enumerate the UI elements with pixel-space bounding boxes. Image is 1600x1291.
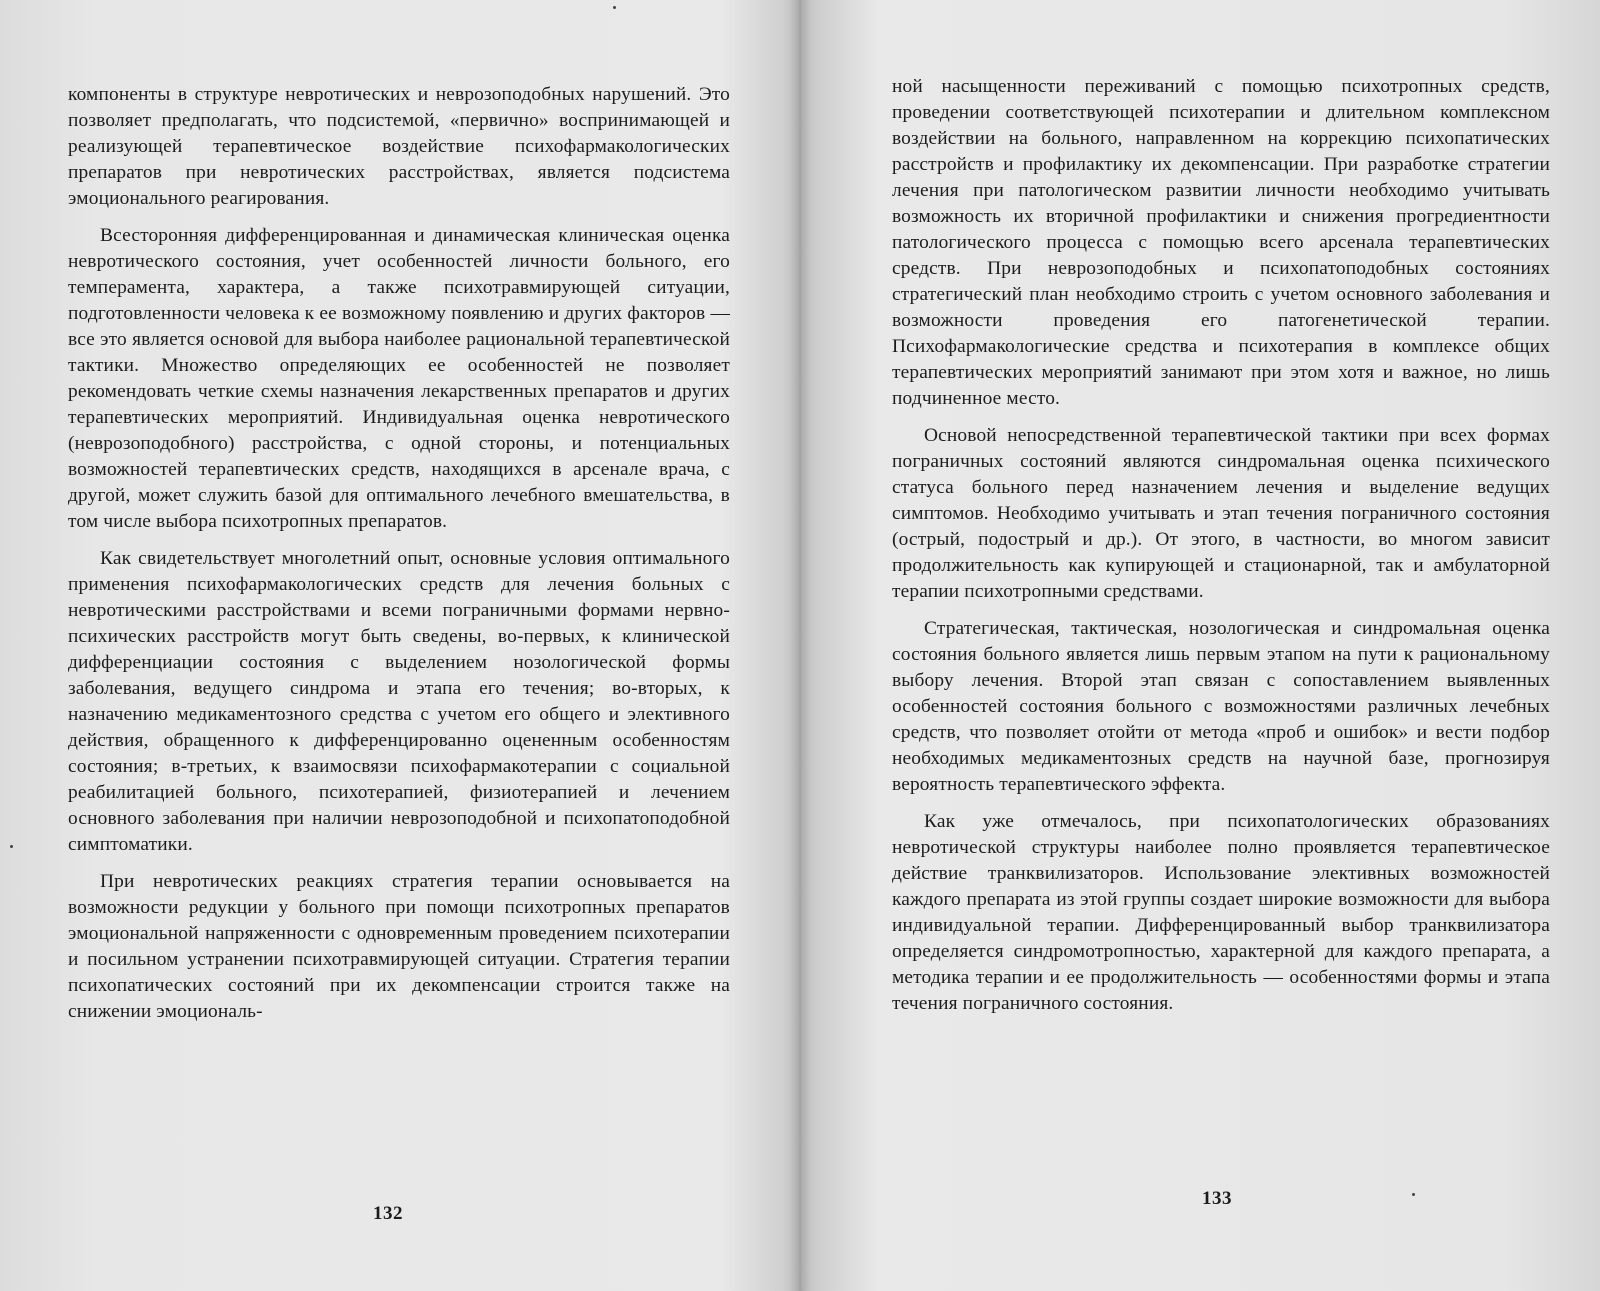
page-number: 133 (1202, 1188, 1232, 1209)
paragraph: Как уже отмечалось, при психопатологических образованиях невротической структуры наиболее полно проявляется терапевтическое действие транквилизаторов. Использование элективных возможностей каждого препарата из этой группы создает широкие возможности для выбора индивидуальной терапии. Дифференцированный выбор транквилизатора определяется синдромотропностью, характерной для каждого препарата, а методика терапии и ее продолжительность — особенностями формы и этапа течения пограничного состояния. (892, 811, 1550, 1014)
left-page (0, 0, 795, 1291)
scan-speck (613, 6, 616, 9)
page-number: 132 (373, 1203, 403, 1224)
paragraph: Как свидетельствует многолетний опыт, основные условия оптимального применения психофармакологических средств для лечения больных с невротическими расстройствами и всеми пограничными формами нервно-психических расстройств могут быть сведены, во-первых, к клинической дифференциации состояния с выделением нозологической формы заболевания, ведущего синдрома и этапа его течения; во-вторых, к назначению медикаментозного средства с учетом его общего и элективного действия, обращенного к дифференцированно оцененным особенностям состояния; в-третьих, к взаимосвязи психофармакотерапии с социальной реабилитацией больного, психотерапией, физиотерапией и лечением основного заболевания при наличии неврозоподобной и психопатоподобной симптоматики. (68, 548, 730, 855)
paragraph: Всесторонняя дифференцированная и динамическая клиническая оценка невротического состояния, учет особенностей личности больного, его темперамента, характера, а также психотравмирующей ситуации, подготовленности человека к ее возможному появлению и других факторов — все это является основой для выбора наиболее рациональной терапевтической тактики. Множество определяющих ее особенностей не позволяет рекомендовать четкие схемы назначения лекарственных препаратов и других терапевтических мероприятий. Индивидуальная оценка невротического (неврозоподобного) расстройства, с одной стороны, и потенциальных возможностей терапевтических средств, находящихся в арсенале врача, с другой, может служить базой для оптимального лечебного вмешательства, в том числе выбора психотропных препаратов. (68, 225, 730, 532)
right-page-text (892, 74, 1550, 1028)
scan-speck (1412, 1193, 1415, 1196)
scan-speck (10, 845, 13, 848)
left-page-text (68, 82, 730, 1036)
paragraph: ной насыщенности переживаний с помощью психотропных средств, проведении соответствующей психотерапии и длительном комплексном воздействии на больного, направленном на коррекцию психопатических расстройств и профилактику их декомпенсации. При разработке стратегии лечения при патологическом развитии личности необходимо учитывать возможность их вторичной профилактики и снижения прогредиентности патологического процесса с помощью всего арсенала терапевтических средств. При неврозоподобных и психопатоподобных состояниях стратегический план необходимо строить с учетом основного заболевания и возможности проведения его патогенетической терапии. Психофармакологические средства и психотерапия в комплексе общих терапевтических мероприятий занимают при этом хотя и важное, но лишь подчиненное место. (892, 76, 1550, 409)
paragraph: При невротических реакциях стратегия терапии основывается на возможности редукции у больного при помощи психотропных препаратов эмоциональной напряженности с одновременным проведением психотерапии и посильном устранении психотравмирующей ситуации. Стратегия терапии психопатических состояний при их декомпенсации строится также на снижении эмоциональ- (68, 871, 730, 1022)
paragraph: Основой непосредственной терапевтической тактики при всех формах пограничных состояний являются синдромальная оценка психического статуса больного перед назначением лечения и выделение ведущих симптомов. Необходимо учитывать и этап течения пограничного состояния (острый, подострый и др.). От этого, в частности, во многом зависит продолжительность как купирующей и стационарной, так и амбулаторной терапии психотропными средствами. (892, 425, 1550, 602)
right-page (805, 0, 1600, 1291)
paragraph: компоненты в структуре невротических и неврозоподобных нарушений. Это позволяет предполагать, что подсистемой, «первично» воспринимающей и реализующей терапевтическое воздействие психофармакологических препаратов при невротических расстройствах, является подсистема эмоционального реагирования. (68, 84, 730, 209)
paragraph: Стратегическая, тактическая, нозологическая и синдромальная оценка состояния больного является лишь первым этапом на пути к рациональному выбору лечения. Второй этап связан с сопоставлением выявленных особенностей состояния больного с возможностями различных лечебных средств, что позволяет отойти от метода «проб и ошибок» и вести подбор необходимых медикаментозных средств на научной базе, прогнозируя вероятность терапевтического эффекта. (892, 618, 1550, 795)
